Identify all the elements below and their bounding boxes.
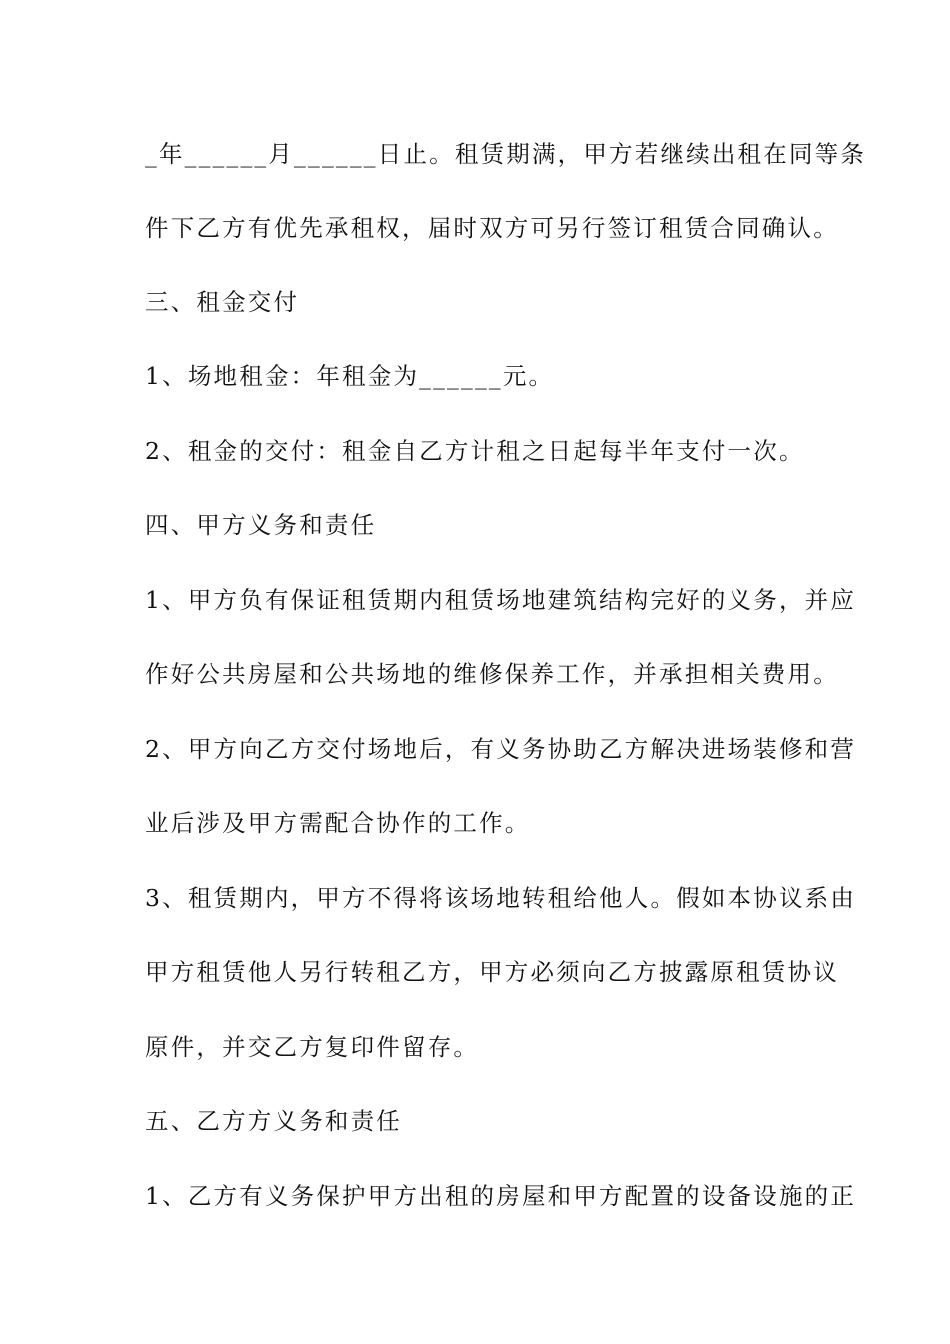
section-heading: 三、租金交付 [145,288,300,316]
text-line: 业后涉及甲方需配合协作的工作。 [145,809,531,837]
text-line: 甲方租赁他人另行转租乙方，甲方必须向乙方披露原租赁协议 [145,958,839,986]
text-line: 1、乙方有义务保护甲方出租的房屋和甲方配置的设备设施的正 [145,1182,857,1210]
text-line: 2、租金的交付：租金自乙方计租之日起每半年支付一次。 [145,437,805,465]
text-line: 1、场地租金：年租金为______元。 [145,362,555,390]
section-heading: 五、乙方方义务和责任 [145,1107,402,1135]
text-line: 件下乙方有优先承租权，届时双方可另行签订租赁合同确认。 [145,214,839,242]
text-line: _年______月______日止。租赁期满，甲方若继续出租在同等条 [145,140,867,168]
text-line: 1、甲方负有保证租赁期内租赁场地建筑结构完好的义务，并应 [145,586,857,614]
text-line: 作好公共房屋和公共场地的维修保养工作，并承担相关费用。 [145,660,839,688]
section-heading: 四、甲方义务和责任 [145,511,377,539]
text-line: 2、甲方向乙方交付场地后，有义务协助乙方解决进场装修和营 [145,735,857,763]
text-line: 3、租赁期内，甲方不得将该场地转租给他人。假如本协议系由 [145,884,857,912]
text-line: 原件，并交乙方复印件留存。 [145,1033,480,1061]
